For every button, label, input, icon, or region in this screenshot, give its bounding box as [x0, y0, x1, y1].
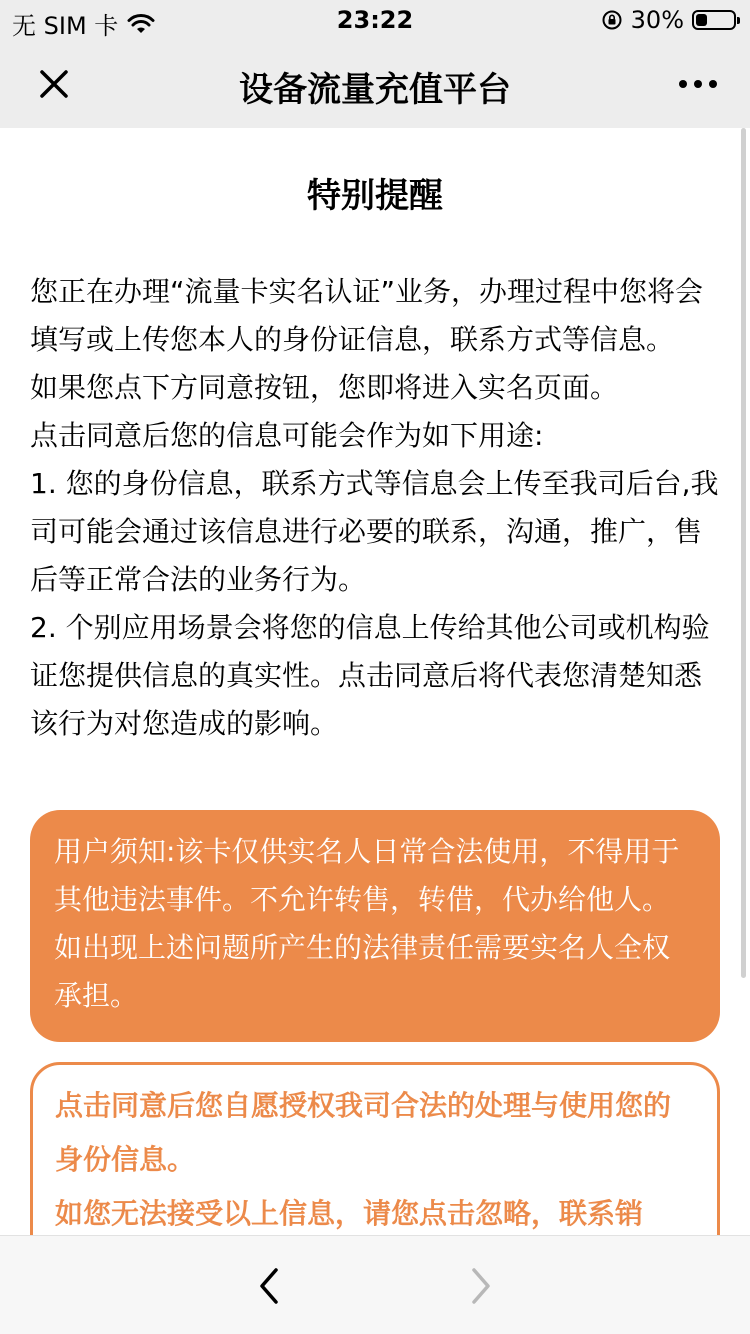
battery-percent: 30%: [630, 6, 684, 34]
orientation-lock-icon: [601, 9, 623, 31]
intro-paragraph: 2. 个别应用场景会将您的信息上传给其他公司或机构验证您提供信息的真实性。点击同意后将代表您清楚知悉该行为对您造成的影响。: [30, 611, 710, 740]
battery-level: [696, 14, 707, 26]
intro-paragraph: 您正在办理“流量卡实名认证”业务，办理过程中您将会填写或上传您本人的身份证信息，联系方式等信息。: [30, 275, 704, 356]
battery-icon: [692, 10, 736, 30]
intro-paragraph: 点击同意后您的信息可能会作为如下用途:: [30, 419, 544, 452]
intro-text: [30, 268, 720, 748]
status-bar: [0, 0, 750, 40]
user-notice-box: 用户须知:该卡仅供实名人日常合法使用，不得用于其他违法事件。不允许转售，转借，代办给他人。如出现上述问题所产生的法律责任需要实名人全权承担。: [30, 810, 720, 1042]
intro-paragraph: 1. 您的身份信息，联系方式等信息会上传至我司后台,我司可能会通过该信息进行必要的联系，沟通，推广，售后等正常合法的业务行为。: [30, 467, 719, 596]
carrier-label: 无 SIM 卡: [12, 12, 119, 40]
consent-line: 如您无法接受以上信息，请您点击忽略，联系销: [55, 1197, 644, 1230]
more-options-icon[interactable]: [676, 64, 720, 104]
nav-title: 设备流量充值平台: [239, 70, 511, 110]
consent-line: 点击同意后您自愿授权我司合法的处理与使用您的身份信息。: [55, 1089, 672, 1176]
scrollbar[interactable]: [741, 128, 746, 978]
page-title: 特别提醒: [307, 176, 443, 216]
consent-notice-box: [30, 1062, 720, 1235]
forward-arrow-icon[interactable]: [460, 1266, 500, 1306]
nav-bar: [0, 40, 750, 128]
status-right: [601, 6, 736, 34]
back-arrow-icon[interactable]: [250, 1266, 290, 1306]
bottom-toolbar: [0, 1235, 750, 1334]
page-content[interactable]: [0, 128, 750, 1235]
intro-paragraph: 如果您点下方同意按钮，您即将进入实名页面。: [30, 371, 619, 404]
status-time: 23:22: [336, 6, 414, 34]
